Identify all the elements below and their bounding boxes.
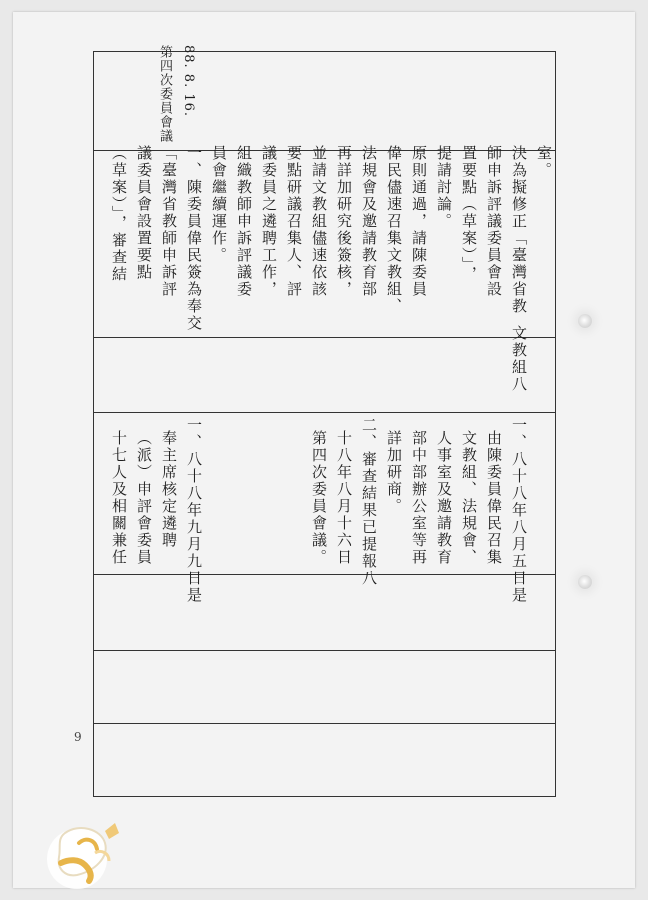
bottom-col-2: 奉主席核定遴聘 <box>160 430 178 549</box>
archive-logo-icon <box>35 813 131 897</box>
process-col-4: 人事室及邀請教育 <box>435 430 453 566</box>
body-col-7: 偉民儘速召集文教組、 <box>385 145 403 315</box>
process-col-6: 詳加研商。 <box>385 430 403 515</box>
body-col-18: （草案）」，審查結 <box>110 145 128 283</box>
body-col-15: 一、陳委員偉民簽為奉交 <box>185 145 203 332</box>
page-mark: 9 <box>74 730 82 744</box>
body-col-10: 並請文教組儘速依該 <box>310 145 328 298</box>
document-page <box>13 12 635 888</box>
upper-right-col-1: 文教組八 <box>510 325 528 393</box>
process-col-5: 部中部辦公室等再 <box>410 430 428 566</box>
process-col-2: 由陳委員偉民召集 <box>485 430 503 566</box>
meeting-date: 88. 8. 16. <box>181 45 196 118</box>
body-col-6: 原則通過，請陳委員 <box>410 145 428 298</box>
bottom-col-1: 一、八十八年九月九日是 <box>185 417 203 604</box>
body-col-13: 組織教師申訴評議委 <box>235 145 253 298</box>
body-col-5: 提請討論。 <box>435 145 453 230</box>
body-col-8: 法規會及邀請教育部 <box>360 145 378 298</box>
process-col-1: 一、八十八年八月五日是 <box>510 417 528 604</box>
body-col-14: 員會繼續運作。 <box>210 145 228 264</box>
body-col-11: 要點研議召集人、評 <box>285 145 303 298</box>
row-divider-2 <box>93 337 556 338</box>
body-col-4: 置要點（草案）」， <box>460 145 478 283</box>
process-col-8: 十八年八月十六日 <box>335 430 353 566</box>
body-col-9: 再詳加研究後簽核， <box>335 145 353 298</box>
row-divider-4 <box>93 574 556 575</box>
process-col-3: 文教組、法規會、 <box>460 430 478 566</box>
body-col-2: 決為擬修正「臺灣省教 <box>510 145 528 315</box>
body-col-16: 「臺灣省教師申訴評 <box>160 145 178 298</box>
body-col-1: 室。 <box>535 145 553 179</box>
row-divider-6 <box>93 723 556 724</box>
body-col-12: 議委員之遴聘工作， <box>260 145 278 298</box>
bottom-col-3: （派）申評會委員 <box>135 430 153 566</box>
meeting-name: 第四次委員會議 <box>157 45 172 143</box>
row-divider-5 <box>93 650 556 651</box>
row-divider-3 <box>93 412 556 413</box>
bottom-col-4: 十七人及相關兼任 <box>110 430 128 566</box>
process-col-9: 第四次委員會議。 <box>310 430 328 566</box>
body-col-3: 師申訴評議委員會設 <box>485 145 503 298</box>
body-col-17: 議委員會設置要點 <box>135 145 153 281</box>
binding-hole-bottom <box>578 575 592 589</box>
process-col-7: 二、審查結果已提報八 <box>360 417 378 587</box>
binding-hole-top <box>578 314 592 328</box>
